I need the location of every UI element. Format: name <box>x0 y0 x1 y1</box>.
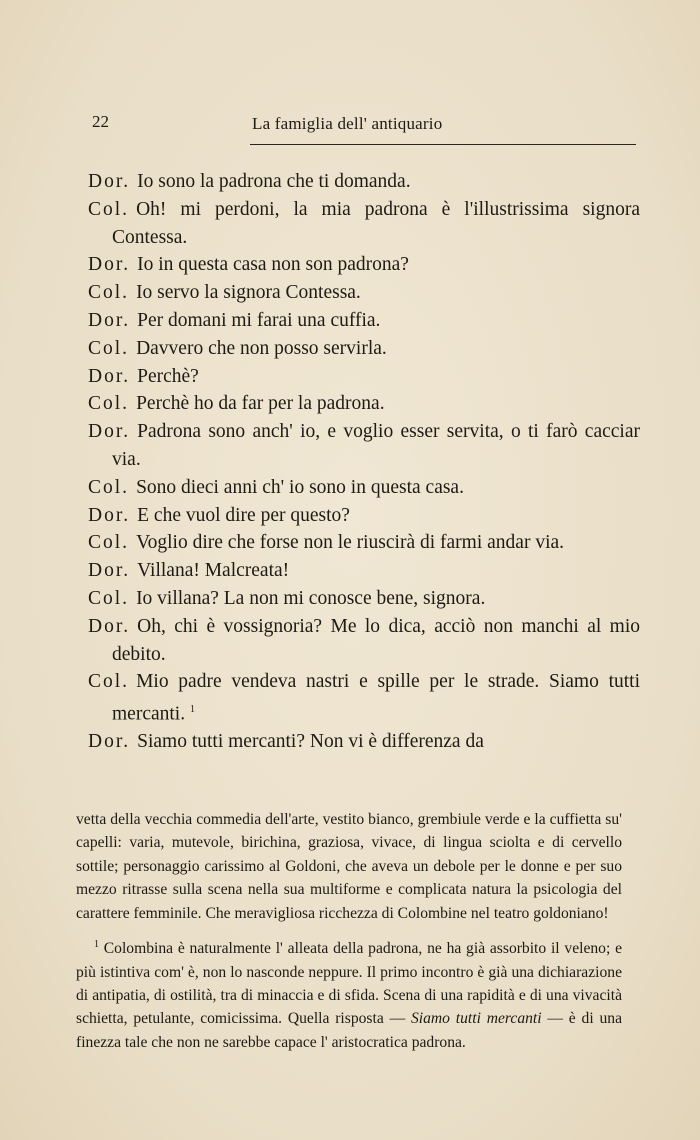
header-rule <box>250 144 636 145</box>
speaker-label: Dor. <box>88 560 131 582</box>
speaker-label: Dor. <box>88 254 131 276</box>
dialogue-line <box>88 168 640 196</box>
dialogue-line <box>88 668 640 728</box>
dialogue-line <box>88 307 640 335</box>
speaker-label: Col. <box>88 337 130 359</box>
dialogue-line <box>88 613 640 669</box>
speaker-label: Col. <box>88 587 130 609</box>
dialogue-text: E che vuol dire per questo? <box>137 504 350 526</box>
dialogue-text: Siamo tutti mercanti? Non vi è differenza da <box>137 731 484 753</box>
dialogue-line <box>88 363 640 391</box>
dialogue-text: Per domani mi farai una cuffia. <box>137 309 381 331</box>
speaker-label: Dor. <box>88 309 131 331</box>
footnote-italic-quote: Siamo tutti mercanti <box>410 1010 542 1028</box>
speaker-label: Col. <box>88 198 130 220</box>
dialogue-text: Padrona sono anch' io, e voglio esser servita, o ti farò cacciar via. <box>112 421 640 470</box>
dialogue-text: Davvero che non posso servirla. <box>136 337 387 359</box>
dialogue-line <box>88 585 640 613</box>
speaker-label: Col. <box>88 476 130 498</box>
dialogue-line <box>88 390 640 418</box>
dialogue-line <box>88 196 640 252</box>
footnote-1 <box>76 933 622 1054</box>
dialogue-line <box>88 474 640 502</box>
footnote-text-after: — è di una finezza tale che non ne sarebbe capace l' aristocratica padrona. <box>76 1010 622 1051</box>
dialogue-text: Mio padre vendeva nastri e spille per le strade. Siamo tutti mercanti. <box>112 671 640 725</box>
dialogue-text: Oh, chi è vossignoria? Me lo dica, acciò non manchi al mio debito. <box>112 615 640 665</box>
dialogue-text: Io sono la padrona che ti domanda. <box>137 171 411 192</box>
speaker-label: Dor. <box>88 421 131 443</box>
speaker-label: Dor. <box>88 731 131 753</box>
dialogue-line <box>88 728 640 756</box>
dialogue-text: Io servo la signora Contessa. <box>136 282 361 304</box>
dialogue-text: Perchè? <box>137 365 199 387</box>
note-continuation: vetta della vecchia commedia dell'arte, vestito bianco, grembiule verde e la cuffietta su' capelli: varia, mutevole, birichina, graziosa, vivace, di lingua sciolta e di cervello sottile; personaggio carissimo al Goldoni, che aveva un debole per le donne e per suo mezzo ritrasse sulla scena nella sua multiforme e complicata natura la psicologia del carattere femminile. Che meravigliosa ricchezza di Colombine nel teatro goldoniano! <box>76 811 622 922</box>
dialogue-line <box>88 251 640 279</box>
dialogue-block <box>88 168 640 756</box>
speaker-label: Dor. <box>88 171 131 192</box>
page-header <box>92 112 636 138</box>
footnote-text-before: Colombina è naturalmente l' alleata della padrona, ne ha già assorbito il veleno; e più istintiva com' è, non lo nasconde neppure. Il primo incontro è già una dichiarazione di antipatia, di ostilità, tra di minaccia e di sfida. Scena di una rapidità e di una vivacità schietta, petulante, comicissima. Quella risposta — <box>76 940 622 1028</box>
dialogue-line <box>88 502 640 530</box>
dialogue-text: Io in questa casa non son padrona? <box>137 254 409 276</box>
dialogue-line <box>88 557 640 585</box>
speaker-label: Dor. <box>88 504 131 526</box>
speaker-label: Col. <box>88 393 130 415</box>
dialogue-line <box>88 335 640 363</box>
dialogue-text: Villana! Malcreata! <box>137 560 290 582</box>
page-number: 22 <box>92 112 109 131</box>
speaker-label: Col. <box>88 282 130 304</box>
notes-block <box>76 808 622 1054</box>
running-title: La famiglia dell' antiquario <box>252 114 443 133</box>
dialogue-text: Perchè ho da far per la padrona. <box>136 393 385 415</box>
dialogue-text: Oh! mi perdoni, la mia padrona è l'illustrissima signora Contessa. <box>112 198 640 248</box>
dialogue-text: Voglio dire che forse non le riuscirà di farmi andar via. <box>136 532 565 554</box>
speaker-label: Dor. <box>88 365 131 387</box>
speaker-label: Dor. <box>88 615 131 637</box>
dialogue-line <box>88 529 640 557</box>
dialogue-text: Io villana? La non mi conosce bene, signora. <box>136 587 486 609</box>
dialogue-line <box>88 418 640 474</box>
speaker-label: Col. <box>88 671 130 693</box>
footnote-marker: 1 <box>94 939 99 951</box>
dialogue-text: Sono dieci anni ch' io sono in questa casa. <box>136 476 464 498</box>
footnote-marker: 1 <box>189 704 195 716</box>
speaker-label: Col. <box>88 532 130 554</box>
dialogue-line <box>88 279 640 307</box>
